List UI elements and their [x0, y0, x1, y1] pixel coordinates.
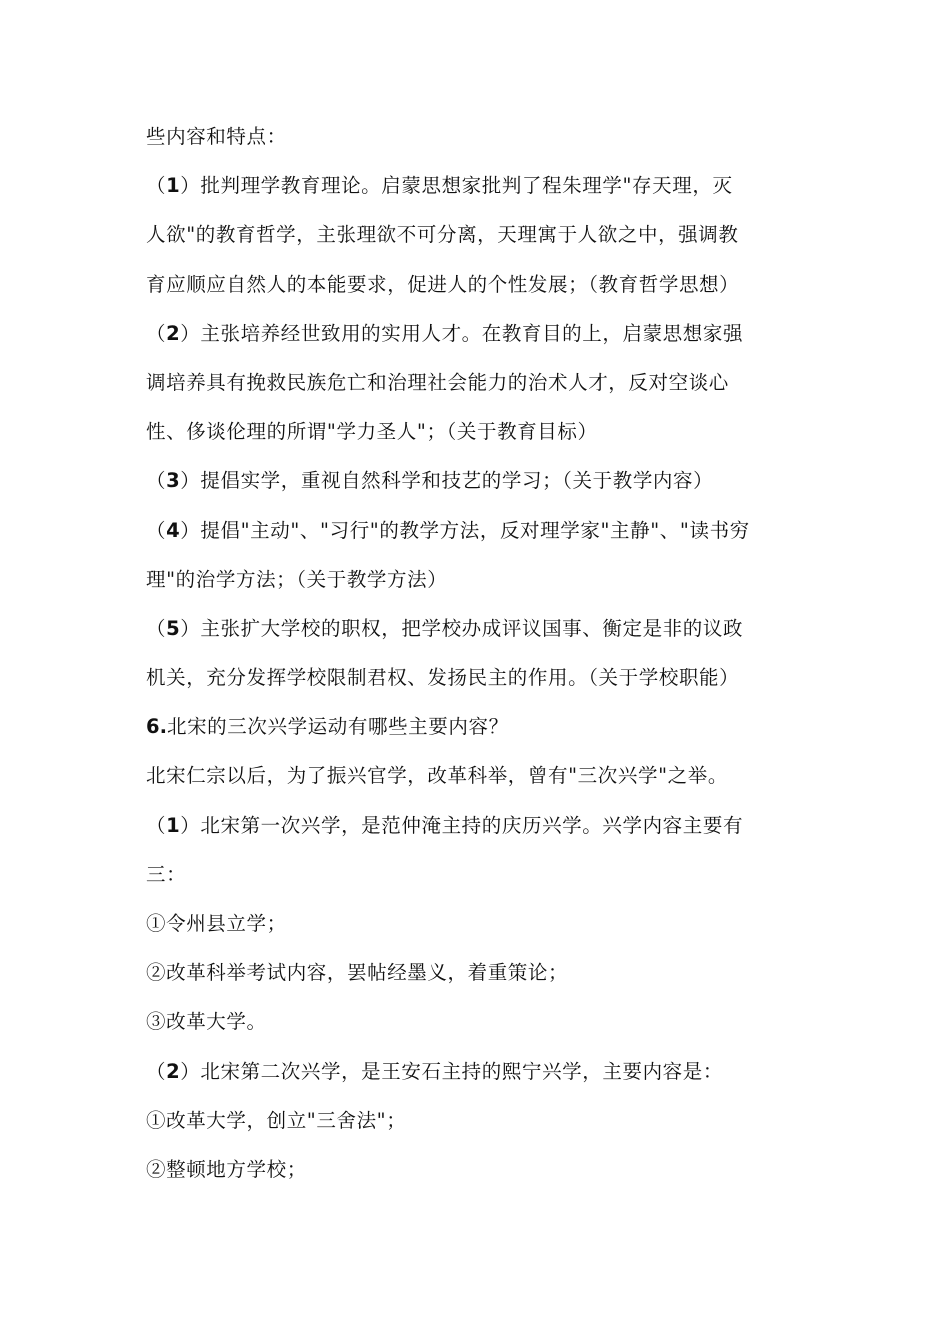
paren-open: （: [146, 813, 167, 837]
list-item-4: [146, 506, 818, 555]
paren-open: （: [146, 321, 167, 345]
item-number: 3: [166, 469, 181, 493]
sub-item: ②改革科举考试内容，罢帖经墨义，着重策论；: [146, 961, 569, 985]
text-line: 理"的治学方法；（关于教学方法）: [146, 567, 448, 591]
question-text: 北宋的三次兴学运动有哪些主要内容？: [166, 715, 509, 739]
paren-open: （: [146, 518, 167, 542]
item-number: 2: [166, 321, 181, 345]
list-item-2: [146, 309, 818, 358]
list-item-2: [146, 1047, 818, 1096]
item-text: ）提倡实学，重视自然科学和技艺的学习；（关于教学内容）: [180, 469, 714, 493]
item-text: ）主张扩大学校的职权，把学校办成评议国事、衡定是非的议政: [180, 616, 744, 640]
document-body: [146, 112, 818, 1194]
text-line: 北宋仁宗以后，为了振兴官学，改革科举，曾有"三次兴学"之举。: [146, 764, 728, 788]
list-item-1: [146, 801, 818, 850]
item-number: 1: [166, 813, 181, 837]
text-line: 三：: [146, 862, 187, 886]
paren-open: （: [146, 469, 167, 493]
text-line: 些内容和特点：: [146, 125, 287, 148]
question-heading: [146, 702, 818, 751]
item-text: ）批判理学教育理论。启蒙思想家批判了程朱理学"存天理，灭: [180, 174, 733, 198]
sub-item: ③改革大学。: [146, 1010, 267, 1034]
sub-item: ②整顿地方学校；: [146, 1157, 307, 1181]
list-item-5: [146, 604, 818, 653]
item-number: 4: [166, 518, 181, 542]
text-line: 调培养具有挽救民族危亡和治理社会能力的治术人才，反对空谈心: [146, 370, 729, 394]
item-text: ）提倡"主动"、"习行"的教学方法，反对理学家"主静"、"读书穷: [180, 518, 750, 542]
list-item-1: [146, 161, 818, 210]
sub-item: ①令州县立学；: [146, 912, 287, 935]
paren-open: （: [146, 1059, 167, 1083]
question-number: 6.: [146, 715, 167, 739]
paren-open: （: [146, 616, 167, 640]
item-number: 1: [166, 174, 181, 198]
text-line: 育应顺应自然人的本能要求，促进人的个性发展；（教育哲学思想）: [146, 272, 740, 296]
item-number: 2: [166, 1059, 181, 1083]
sub-item: ①改革大学，创立"三舍法"；: [146, 1108, 407, 1132]
item-text: ）北宋第二次兴学，是王安石主持的熙宁兴学，主要内容是：: [180, 1059, 723, 1083]
text-line: 性、侈谈伦理的所谓"学力圣人"；（关于教育目标）: [146, 420, 598, 444]
paren-open: （: [146, 174, 167, 198]
item-text: ）北宋第一次兴学，是范仲淹主持的庆历兴学。兴学内容主要有: [180, 813, 744, 837]
item-number: 5: [166, 616, 181, 640]
list-item-3: [146, 456, 818, 505]
text-line: 人欲"的教育哲学，主张理欲不可分离，天理寓于人欲之中，强调教: [146, 223, 739, 247]
text-line: 机关，充分发挥学校限制君权、发扬民主的作用。（关于学校职能）: [146, 666, 740, 690]
item-text: ）主张培养经世致用的实用人才。在教育目的上，启蒙思想家强: [180, 321, 744, 345]
